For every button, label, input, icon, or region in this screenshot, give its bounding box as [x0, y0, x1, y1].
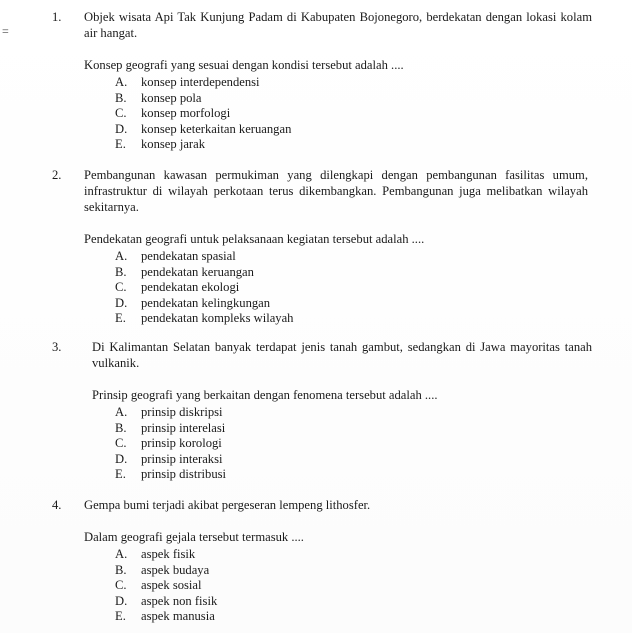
option-list: [115, 404, 592, 482]
option-d[interactable]: [115, 593, 592, 609]
option-letter: D.: [115, 593, 128, 608]
option-a[interactable]: [115, 248, 592, 264]
question-stem: Gempa bumi terjadi akibat pergeseran lempeng lithosfer.: [84, 498, 371, 512]
option-letter: C.: [115, 106, 127, 121]
question-prompt: Konsep geografi yang sesuai dengan kondisi tersebut adalah ....: [84, 58, 404, 72]
option-text: pendekatan spasial: [141, 249, 236, 263]
option-letter: B.: [115, 420, 127, 435]
option-letter: D.: [115, 295, 128, 310]
question-number: 3.: [52, 340, 62, 354]
question-number: 2.: [52, 168, 62, 182]
option-text: konsep keterkaitan keruangan: [141, 121, 292, 136]
option-letter: A.: [115, 547, 128, 561]
option-b[interactable]: [115, 90, 592, 106]
option-letter: D.: [115, 121, 128, 136]
option-e[interactable]: [115, 310, 592, 326]
option-list: [115, 546, 592, 624]
option-text: aspek sosial: [141, 578, 202, 593]
question-number: 1.: [52, 10, 62, 24]
option-b[interactable]: [115, 420, 592, 436]
option-text: pendekatan keruangan: [141, 264, 254, 279]
option-c[interactable]: [115, 105, 592, 121]
option-letter: A.: [115, 249, 128, 263]
option-text: konsep morfologi: [141, 106, 231, 121]
option-a[interactable]: [115, 546, 592, 562]
option-b[interactable]: [115, 264, 592, 280]
option-text: prinsip interelasi: [141, 420, 226, 435]
option-text: prinsip korologi: [141, 436, 222, 451]
option-b[interactable]: [115, 562, 592, 578]
question-stem: Di Kalimantan Selatan banyak terdapat jenis tanah gambut, sedangkan di Jawa mayoritas tanah vulkanik.: [92, 340, 592, 370]
option-letter: E.: [115, 609, 126, 624]
option-letter: A.: [115, 405, 128, 419]
margin-dash-mark: =: [2, 24, 9, 38]
question-stem: Pembangunan kawasan permukiman yang dilengkapi dengan pembangunan fasilitas umum, infrastruktur di wilayah perkotaan terus dikembangkan. Pembangunan juga melibatkan wilayah sekitarnya.: [84, 168, 588, 214]
option-e[interactable]: [115, 466, 592, 482]
option-d[interactable]: [115, 121, 592, 137]
option-text: aspek budaya: [141, 562, 210, 577]
option-d[interactable]: [115, 451, 592, 467]
question-prompt: Prinsip geografi yang berkaitan dengan fenomena tersebut adalah ....: [92, 388, 438, 402]
option-e[interactable]: [115, 608, 592, 624]
option-d[interactable]: [115, 295, 592, 311]
option-e[interactable]: [115, 136, 592, 152]
option-letter: C.: [115, 436, 127, 451]
option-text: konsep pola: [141, 90, 202, 105]
question-4: [52, 497, 592, 624]
option-letter: A.: [115, 75, 128, 89]
question-prompt: Pendekatan geografi untuk pelaksanaan kegiatan tersebut adalah ....: [84, 232, 425, 246]
option-letter: B.: [115, 264, 127, 279]
question-2: [52, 167, 592, 326]
option-a[interactable]: [115, 404, 592, 420]
option-text: prinsip interaksi: [141, 451, 223, 466]
option-text: prinsip distribusi: [141, 467, 227, 482]
option-letter: E.: [115, 467, 126, 482]
option-letter: E.: [115, 311, 126, 326]
question-stem: Objek wisata Api Tak Kunjung Padam di Kabupaten Bojonegoro, berdekatan dengan lokasi kolam air hangat.: [84, 10, 592, 40]
option-a[interactable]: [115, 74, 592, 90]
question-1: [52, 9, 592, 152]
question-prompt: Dalam geografi gejala tersebut termasuk ....: [84, 530, 304, 544]
question-number: 4.: [52, 498, 62, 512]
option-letter: E.: [115, 137, 126, 152]
option-text: prinsip diskripsi: [141, 405, 223, 419]
option-c[interactable]: [115, 435, 592, 451]
option-text: aspek non fisik: [141, 593, 218, 608]
option-text: aspek fisik: [141, 547, 196, 561]
option-letter: C.: [115, 280, 127, 295]
option-c[interactable]: [115, 577, 592, 593]
option-letter: B.: [115, 90, 127, 105]
option-text: konsep jarak: [141, 137, 205, 152]
option-text: pendekatan kompleks wilayah: [141, 311, 294, 326]
option-text: aspek manusia: [141, 609, 215, 624]
option-c[interactable]: [115, 279, 592, 295]
option-text: pendekatan kelingkungan: [141, 295, 271, 310]
option-letter: B.: [115, 562, 127, 577]
question-3: [52, 339, 592, 482]
option-letter: D.: [115, 451, 128, 466]
option-text: konsep interdependensi: [141, 75, 260, 89]
option-list: [115, 74, 592, 152]
option-text: pendekatan ekologi: [141, 280, 240, 295]
option-list: [115, 248, 592, 326]
option-letter: C.: [115, 578, 127, 593]
